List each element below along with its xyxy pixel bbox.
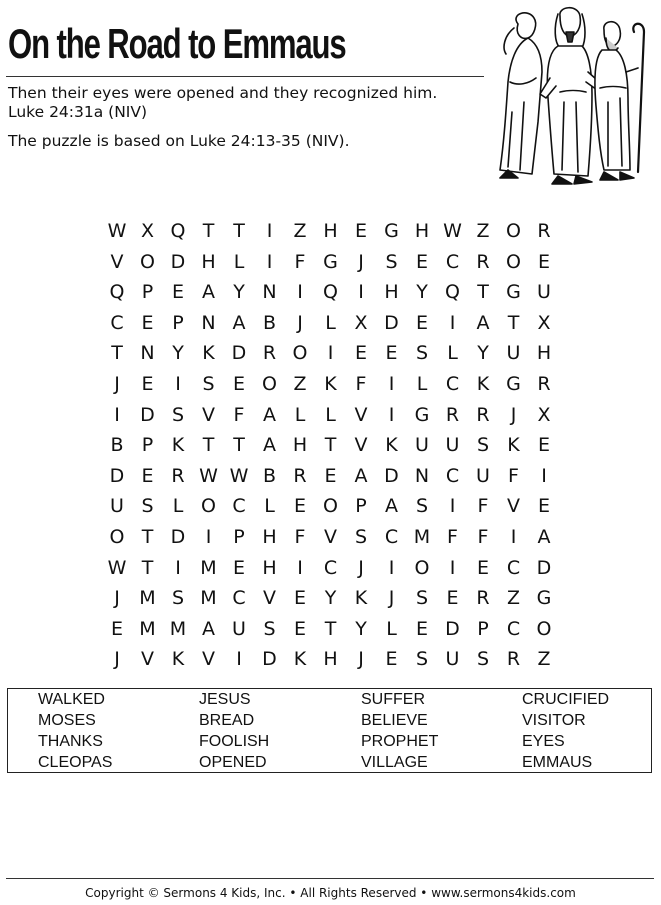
grid-letter: R bbox=[476, 587, 490, 610]
grid-letter: L bbox=[386, 617, 397, 640]
grid-letter: J bbox=[358, 556, 364, 579]
grid-letter: W bbox=[443, 220, 462, 242]
grid-letter: A bbox=[202, 281, 215, 304]
grid-letter: J bbox=[297, 311, 303, 334]
grid-letter: G bbox=[536, 587, 552, 610]
verse-reference: Luke 24:31a (NIV) bbox=[8, 103, 148, 121]
grid-letter: E bbox=[415, 617, 428, 640]
grid-letter: X bbox=[354, 311, 368, 334]
word-item: THANKS bbox=[38, 733, 103, 750]
grid-letter: N bbox=[140, 342, 155, 365]
grid-letter: D bbox=[140, 403, 155, 426]
grid-letter: X bbox=[140, 220, 155, 242]
grid-letter: K bbox=[171, 648, 185, 671]
grid-letter: U bbox=[506, 342, 521, 365]
grid-letter: K bbox=[385, 434, 398, 457]
grid-letter: K bbox=[324, 373, 337, 395]
grid-letter: H bbox=[292, 434, 308, 457]
grid-letter: G bbox=[414, 403, 430, 426]
grid-letter: I bbox=[449, 556, 456, 579]
grid-letter: A bbox=[385, 495, 398, 518]
grid-letter: K bbox=[476, 373, 490, 395]
grid-letter: F bbox=[477, 526, 489, 548]
grid-letter: I bbox=[175, 373, 181, 395]
grid-letter: Y bbox=[355, 617, 367, 640]
word-item: WALKED bbox=[38, 691, 105, 708]
grid-letter: F bbox=[508, 464, 519, 487]
grid-letter: S bbox=[354, 526, 368, 548]
grid-letter: T bbox=[233, 434, 245, 457]
grid-letter: E bbox=[354, 220, 367, 242]
grid-letter: J bbox=[510, 403, 517, 426]
grid-letter: H bbox=[384, 281, 399, 304]
grid-letter: I bbox=[449, 311, 456, 334]
grid-letter: I bbox=[266, 250, 273, 273]
grid-letter: O bbox=[140, 250, 155, 273]
grid-letter: Y bbox=[477, 342, 489, 365]
grid-letter: B bbox=[262, 311, 277, 334]
grid-letter: R bbox=[476, 403, 490, 426]
grid-letter: P bbox=[233, 526, 245, 548]
grid-letter: Y bbox=[416, 281, 428, 304]
page-title: On the Road to Emmaus bbox=[8, 20, 346, 67]
grid-letter: I bbox=[510, 526, 517, 548]
word-item: VILLAGE bbox=[361, 754, 428, 771]
grid-letter: E bbox=[446, 587, 459, 610]
grid-letter: L bbox=[233, 250, 245, 273]
grid-letter: E bbox=[324, 464, 337, 487]
grid-letter: L bbox=[264, 495, 275, 518]
grid-letter: F bbox=[477, 495, 489, 518]
grid-letter: T bbox=[233, 220, 245, 242]
grid-letter: Y bbox=[172, 342, 184, 365]
grid-letter: I bbox=[175, 556, 181, 579]
grid-letter: S bbox=[141, 495, 154, 518]
grid-letter: N bbox=[201, 311, 216, 334]
grid-letter: O bbox=[536, 617, 552, 640]
grid-letter: E bbox=[537, 434, 550, 457]
grid-letter: T bbox=[202, 220, 215, 242]
grid-letter: N bbox=[414, 464, 430, 487]
grid-letter: M bbox=[169, 617, 187, 640]
grid-letter: R bbox=[476, 250, 490, 273]
grid-letter: F bbox=[294, 250, 306, 273]
grid-letter: B bbox=[110, 434, 124, 457]
grid-letter: V bbox=[354, 434, 368, 457]
grid-letter: T bbox=[141, 526, 154, 548]
grid-letter: Z bbox=[476, 220, 490, 242]
grid-letter: E bbox=[385, 648, 398, 671]
grid-letter: E bbox=[110, 617, 123, 640]
grid-letter: E bbox=[232, 373, 245, 395]
grid-letter: S bbox=[476, 648, 490, 671]
grid-letter: M bbox=[200, 587, 217, 610]
grid-letter: D bbox=[231, 342, 247, 365]
grid-letter: I bbox=[114, 403, 120, 426]
grid-letter: Z bbox=[537, 648, 551, 671]
verse-text: Then their eyes were opened and they recognized him. bbox=[8, 84, 438, 102]
word-item: JESUS bbox=[199, 691, 251, 708]
grid-letter: E bbox=[141, 373, 154, 395]
grid-letter: S bbox=[415, 495, 429, 518]
grid-letter: T bbox=[477, 281, 489, 304]
grid-letter: D bbox=[170, 250, 186, 273]
word-item: CLEOPAS bbox=[38, 754, 113, 771]
grid-letter: E bbox=[385, 342, 398, 365]
grid-letter: R bbox=[537, 373, 551, 395]
grid-letter: O bbox=[506, 250, 521, 273]
word-item: OPENED bbox=[199, 754, 267, 771]
grid-letter: A bbox=[202, 617, 215, 640]
grid-letter: I bbox=[297, 556, 303, 579]
grid-letter: D bbox=[384, 311, 399, 334]
grid-letter: S bbox=[171, 403, 185, 426]
grid-letter: U bbox=[415, 434, 429, 457]
word-item: MOSES bbox=[38, 712, 96, 729]
word-item: BREAD bbox=[199, 712, 255, 729]
grid-letter: U bbox=[476, 464, 490, 487]
grid-letter: Y bbox=[233, 281, 245, 304]
grid-letter: P bbox=[172, 311, 184, 334]
grid-letter: E bbox=[141, 311, 154, 334]
grid-letter: H bbox=[201, 250, 216, 273]
grid-letter: C bbox=[445, 373, 460, 395]
grid-letter: I bbox=[297, 281, 303, 304]
grid-letter: A bbox=[476, 311, 490, 334]
grid-letter: I bbox=[358, 281, 364, 304]
grid-letter: U bbox=[110, 495, 124, 518]
grid-letter: P bbox=[141, 434, 154, 457]
grid-letter: V bbox=[263, 587, 276, 610]
grid-letter: G bbox=[506, 373, 521, 395]
grid-letter: R bbox=[171, 464, 185, 487]
grid-letter: O bbox=[201, 495, 216, 518]
grid-letter: O bbox=[292, 342, 308, 365]
grid-letter: U bbox=[445, 648, 460, 671]
footer-divider bbox=[6, 878, 654, 879]
grid-letter: W bbox=[199, 464, 218, 487]
grid-letter: I bbox=[449, 495, 456, 518]
grid-letter: L bbox=[294, 403, 306, 426]
grid-letter: L bbox=[325, 311, 336, 334]
grid-letter: V bbox=[141, 648, 154, 671]
grid-letter: Y bbox=[324, 587, 337, 610]
grid-letter: T bbox=[324, 434, 337, 457]
grid-letter: J bbox=[358, 250, 364, 273]
title-divider bbox=[6, 76, 484, 77]
word-item: PROPHET bbox=[361, 733, 439, 750]
grid-letter: E bbox=[354, 342, 367, 365]
grid-letter: T bbox=[507, 311, 520, 334]
grid-letter: O bbox=[262, 373, 277, 395]
grid-letter: F bbox=[233, 403, 245, 426]
puzzle-basis: The puzzle is based on Luke 24:13-35 (NIV). bbox=[8, 132, 350, 150]
grid-letter: S bbox=[385, 250, 398, 273]
grid-letter: K bbox=[354, 587, 368, 610]
grid-letter: R bbox=[537, 220, 551, 242]
grid-letter: I bbox=[266, 220, 273, 242]
word-item: FOOLISH bbox=[199, 733, 270, 750]
grid-letter: V bbox=[110, 250, 124, 273]
word-item: BELIEVE bbox=[361, 712, 428, 729]
grid-letter: O bbox=[414, 556, 430, 579]
grid-letter: E bbox=[232, 556, 245, 579]
grid-letter: R bbox=[293, 464, 307, 487]
grid-letter: H bbox=[262, 526, 277, 548]
grid-letter: D bbox=[445, 617, 460, 640]
grid-letter: C bbox=[506, 556, 521, 579]
grid-letter: D bbox=[170, 526, 186, 548]
grid-letter: T bbox=[141, 556, 154, 579]
grid-letter: W bbox=[229, 464, 249, 487]
grid-letter: C bbox=[232, 495, 246, 518]
grid-letter: B bbox=[262, 464, 277, 487]
grid-letter: E bbox=[415, 250, 428, 273]
grid-letter: J bbox=[114, 648, 120, 671]
grid-letter: D bbox=[384, 464, 399, 487]
grid-letter: I bbox=[388, 556, 395, 579]
grid-letter: O bbox=[109, 526, 125, 548]
grid-letter: W bbox=[107, 556, 127, 579]
three-men-walking-illustration bbox=[488, 2, 658, 190]
grid-letter: Z bbox=[293, 373, 307, 395]
grid-letter: V bbox=[202, 403, 215, 426]
word-item: CRUCIFIED bbox=[522, 691, 610, 708]
word-item: EMMAUS bbox=[522, 754, 593, 771]
grid-letter: M bbox=[200, 556, 217, 579]
grid-letter: C bbox=[323, 556, 338, 579]
grid-letter: F bbox=[447, 526, 458, 548]
grid-letter: Q bbox=[323, 281, 338, 304]
grid-letter: V bbox=[354, 403, 368, 426]
grid-letter: S bbox=[202, 373, 215, 395]
grid-letter: E bbox=[476, 556, 489, 579]
grid-letter: R bbox=[445, 403, 460, 426]
grid-letter: L bbox=[325, 403, 336, 426]
grid-letter: V bbox=[507, 495, 520, 518]
grid-letter: Q bbox=[445, 281, 460, 304]
grid-letter: C bbox=[110, 311, 124, 334]
grid-letter: K bbox=[293, 648, 307, 671]
grid-letter: P bbox=[355, 495, 367, 518]
grid-letter: L bbox=[172, 495, 184, 518]
grid-letter: M bbox=[413, 526, 431, 548]
grid-letter: T bbox=[324, 617, 337, 640]
grid-letter: M bbox=[139, 587, 156, 610]
grid-letter: O bbox=[323, 495, 338, 518]
grid-letter: I bbox=[205, 526, 212, 548]
grid-letter: E bbox=[141, 464, 154, 487]
grid-letter: X bbox=[537, 403, 551, 426]
grid-letter: F bbox=[294, 526, 306, 548]
grid-letter: F bbox=[355, 373, 367, 395]
grid-letter: A bbox=[232, 311, 246, 334]
grid-letter: D bbox=[536, 556, 552, 579]
grid-letter: V bbox=[202, 648, 215, 671]
grid-letter: I bbox=[388, 373, 395, 395]
grid-letter: E bbox=[293, 495, 306, 518]
grid-letter: G bbox=[323, 250, 338, 273]
grid-letter: E bbox=[171, 281, 184, 304]
grid-letter: S bbox=[415, 587, 429, 610]
grid-letter: C bbox=[445, 464, 460, 487]
grid-letter: H bbox=[323, 648, 338, 671]
grid-letter: X bbox=[537, 311, 551, 334]
grid-letter: K bbox=[202, 342, 215, 365]
grid-letter: H bbox=[414, 220, 430, 242]
grid-letter: Z bbox=[506, 587, 521, 610]
grid-letter: E bbox=[293, 587, 306, 610]
grid-letter: H bbox=[536, 342, 552, 365]
grid-letter: Q bbox=[170, 220, 186, 242]
word-item: EYES bbox=[522, 733, 565, 750]
grid-letter: E bbox=[415, 311, 428, 334]
grid-letter: D bbox=[262, 648, 277, 671]
grid-letter: J bbox=[114, 373, 120, 395]
grid-letter: C bbox=[445, 250, 460, 273]
word-item: VISITOR bbox=[522, 712, 586, 729]
grid-letter: Z bbox=[293, 220, 307, 242]
grid-letter: S bbox=[415, 342, 429, 365]
grid-letter: W bbox=[107, 220, 127, 242]
grid-letter: U bbox=[537, 281, 551, 304]
grid-letter: G bbox=[384, 220, 399, 242]
grid-letter: R bbox=[506, 648, 521, 671]
grid-letter: T bbox=[111, 342, 123, 365]
grid-letter: H bbox=[323, 220, 338, 242]
grid-letter: C bbox=[506, 617, 521, 640]
grid-letter: A bbox=[354, 464, 368, 487]
grid-letter: P bbox=[141, 281, 154, 304]
grid-letter: D bbox=[109, 464, 125, 487]
grid-letter: I bbox=[236, 648, 242, 671]
grid-letter: V bbox=[324, 526, 337, 548]
grid-letter: E bbox=[537, 250, 550, 273]
grid-letter: S bbox=[263, 617, 276, 640]
grid-letter: C bbox=[232, 587, 246, 610]
grid-letter: O bbox=[506, 220, 521, 242]
grid-letter: A bbox=[263, 434, 276, 457]
word-list-box bbox=[7, 688, 652, 773]
grid-letter: L bbox=[447, 342, 458, 365]
grid-letter: I bbox=[388, 403, 395, 426]
grid-letter: T bbox=[202, 434, 215, 457]
grid-letter: C bbox=[384, 526, 399, 548]
grid-letter: G bbox=[506, 281, 521, 304]
grid-letter: J bbox=[114, 587, 120, 610]
grid-letter: M bbox=[139, 617, 156, 640]
grid-letter: S bbox=[415, 648, 429, 671]
grid-letter: L bbox=[416, 373, 428, 395]
scripture-verse bbox=[8, 84, 437, 122]
grid-letter: A bbox=[263, 403, 276, 426]
grid-letter: E bbox=[537, 495, 550, 518]
grid-letter: P bbox=[477, 617, 489, 640]
grid-letter: K bbox=[507, 434, 520, 457]
grid-letter: U bbox=[445, 434, 460, 457]
grid-letter: J bbox=[358, 648, 364, 671]
grid-letter: U bbox=[232, 617, 246, 640]
grid-letter: S bbox=[476, 434, 490, 457]
word-item: SUFFER bbox=[361, 691, 425, 708]
grid-letter: R bbox=[262, 342, 277, 365]
grid-letter: A bbox=[537, 526, 551, 548]
grid-letter: N bbox=[262, 281, 277, 304]
grid-letter: H bbox=[262, 556, 277, 579]
grid-letter: Q bbox=[109, 281, 125, 304]
grid-letter: K bbox=[171, 434, 185, 457]
grid-letter: S bbox=[171, 587, 185, 610]
grid-letter: E bbox=[293, 617, 306, 640]
footer-copyright: Copyright © Sermons 4 Kids, Inc. • All Rights Reserved • www.sermons4kids.com bbox=[85, 886, 576, 900]
grid-letter: J bbox=[388, 587, 395, 610]
grid-letter: I bbox=[327, 342, 334, 365]
grid-letter: I bbox=[541, 464, 547, 487]
